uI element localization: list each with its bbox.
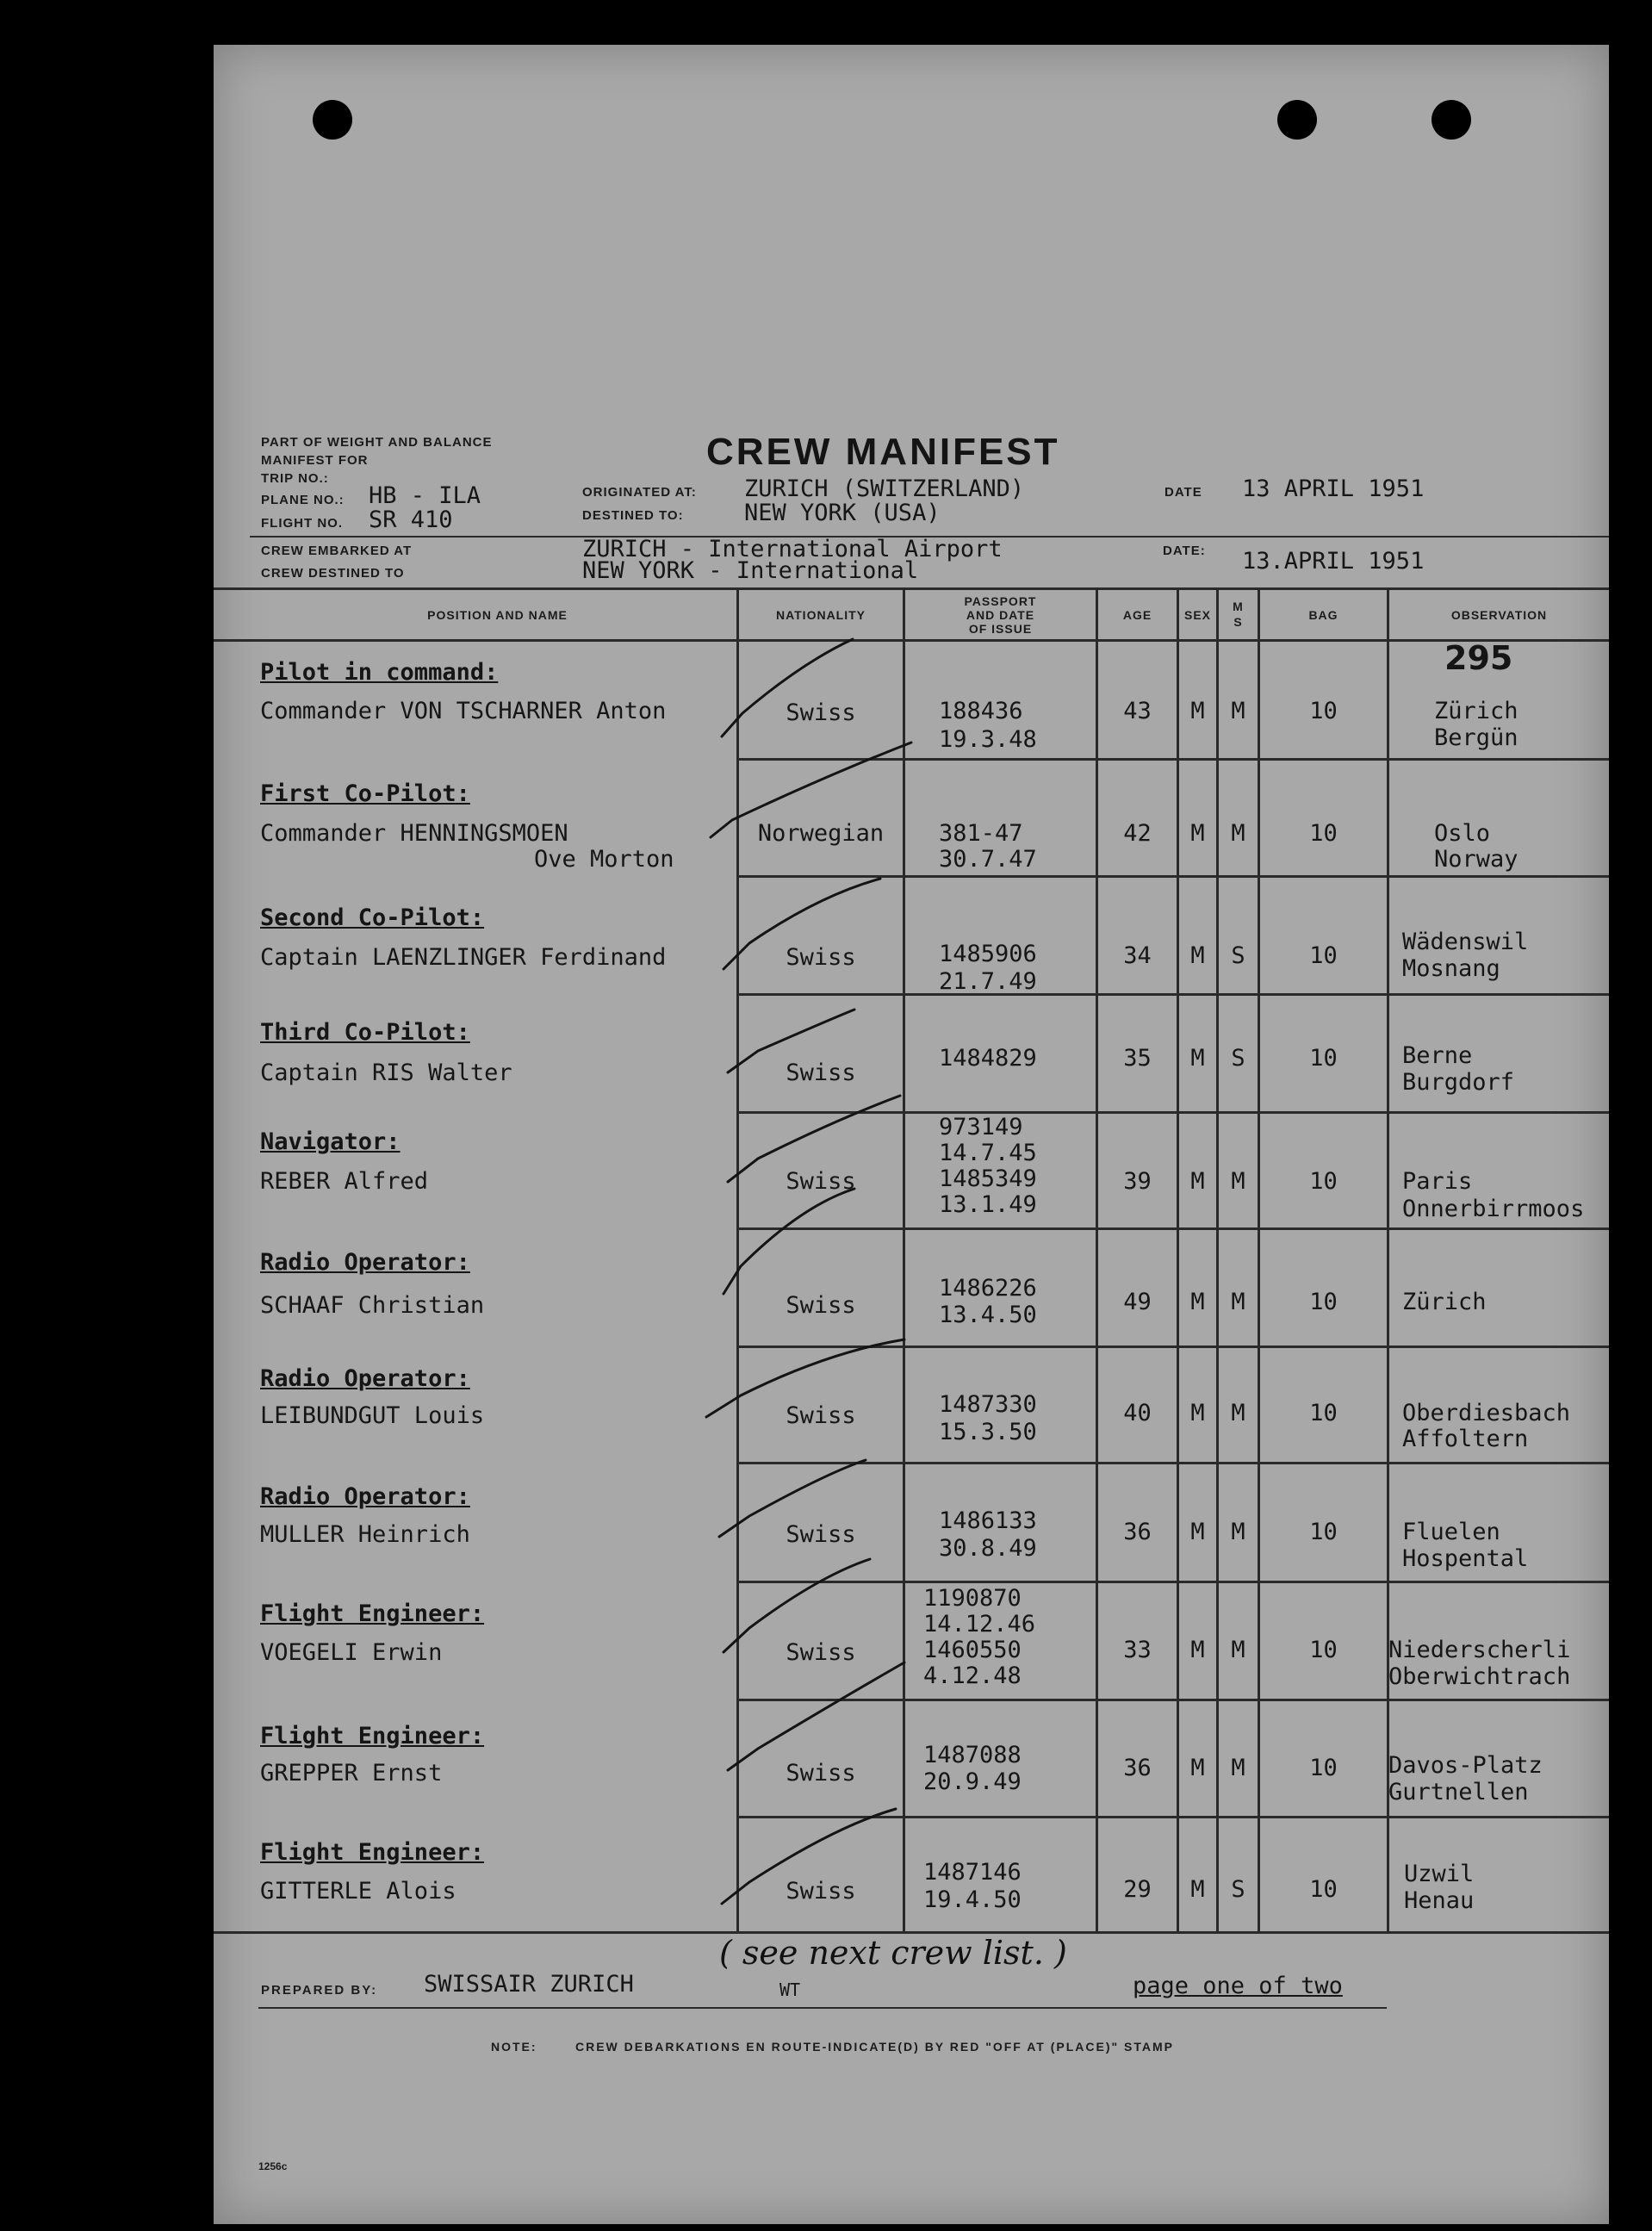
crew-nationality: Norwegian [757,820,885,847]
crew-passport: 1485349 [939,1165,1037,1192]
crew-nationality: Swiss [786,944,856,971]
crew-passport: 381-47 [939,820,1023,847]
crew-name: LEIBUNDGUT Louis [260,1402,485,1429]
crew-age: 43 [1123,698,1152,724]
crew-marital: S [1231,1045,1245,1072]
crew-passport-date: 30.8.49 [939,1535,1037,1562]
page-of: page one of two [1133,1973,1343,1999]
initials: WT [779,1979,801,2000]
crew-name: Commander HENNINGSMOEN [260,820,568,847]
crew-sex: M [1190,1637,1205,1663]
crew-passport: 1484829 [939,1045,1037,1072]
crew-role: Pilot in command: [260,659,499,686]
crew-age: 33 [1123,1637,1152,1663]
crew-observation: Zürich [1402,1289,1487,1315]
crew-passport-date: 30.7.47 [939,846,1037,873]
crew-bag: 10 [1309,1637,1338,1663]
crew-passport: 1487088 [923,1742,1022,1768]
crew-age: 36 [1123,1755,1152,1781]
crew-marital: M [1231,698,1245,724]
crew-sex: M [1190,1045,1205,1072]
crew-observation: Oberwichtrach [1388,1663,1571,1690]
crew-marital: M [1231,1400,1245,1426]
crew-role: Radio Operator: [260,1365,470,1392]
destined-label: DESTINED TO: [582,508,684,523]
flight-no: SR 410 [369,506,453,533]
crew-age: 40 [1123,1400,1152,1426]
destined-value: NEW YORK (USA) [744,500,941,526]
crew-role: First Co-Pilot: [260,780,470,807]
crew-name-2: Ove Morton [534,846,674,873]
crew-age: 34 [1123,942,1152,969]
crew-bag: 10 [1309,1876,1338,1903]
col-header-bag: BAG [1308,608,1338,622]
date2-value: 13.APRIL 1951 [1242,548,1425,575]
crew-nationality: Swiss [786,699,856,726]
part-of-label: PART OF WEIGHT AND BALANCE [261,435,493,450]
prepared-by-label: PREPARED BY: [261,1983,378,1998]
crew-age: 49 [1123,1289,1152,1315]
crew-name: VOEGELI Erwin [260,1639,443,1666]
crew-passport: 1487330 [939,1391,1037,1418]
crew-sex: M [1190,1876,1205,1903]
crew-marital: M [1231,1637,1245,1663]
crew-role: Radio Operator: [260,1249,470,1276]
crew-name: Captain LAENZLINGER Ferdinand [260,944,667,971]
crew-sex: M [1190,1755,1205,1781]
crew-observation: Henau [1404,1887,1475,1914]
crew-role: Flight Engineer: [260,1600,485,1627]
crew-sex: M [1190,942,1205,969]
crew-passport: 973149 [939,1114,1023,1140]
crew-observation: Niederscherli [1388,1637,1571,1663]
crew-bag: 10 [1309,942,1338,969]
crew-passport-date: 14.7.45 [939,1140,1037,1166]
originated-value: ZURICH (SWITZERLAND) [744,475,1025,502]
crew-passport-date: 15.3.50 [939,1419,1037,1445]
crew-nationality: Swiss [786,1760,856,1787]
crew-nationality: Swiss [786,1521,856,1548]
crew-observation: Burgdorf [1402,1069,1515,1096]
crew-passport-date: 19.4.50 [923,1886,1022,1913]
date-label: DATE [1164,485,1202,500]
crew-nationality: Swiss [786,1878,856,1905]
crew-role: Flight Engineer: [260,1723,485,1749]
crew-bag: 10 [1309,698,1338,724]
crew-sex: M [1190,820,1205,847]
crew-name: REBER Alfred [260,1168,429,1195]
crew-name: MULLER Heinrich [260,1521,470,1548]
crew-sex: M [1190,1400,1205,1426]
crew-nationality: Swiss [786,1168,856,1195]
crew-marital: M [1231,1519,1245,1545]
crew-observation: Gurtnellen [1388,1779,1529,1805]
crew-passport: 1486226 [939,1275,1037,1302]
page-title: CREW MANIFEST [706,431,1060,473]
crew-passport-date: 21.7.49 [939,968,1037,995]
crew-observation: Oslo [1434,820,1491,847]
crew-passport: 1486133 [939,1507,1037,1534]
note-text: CREW DEBARKATIONS EN ROUTE-INDICATE(D) BY RED "OFF AT (PLACE)" STAMP [575,2040,1174,2054]
col-header-passport-2: AND DATE [966,608,1035,622]
crew-role: Radio Operator: [260,1483,470,1510]
crew-bag: 10 [1309,1045,1338,1072]
crew-name: GITTERLE Alois [260,1878,456,1905]
crew-marital: S [1231,1876,1245,1903]
crew-embarked-value: ZURICH - International Airport [582,536,1003,562]
crew-bag: 10 [1309,820,1338,847]
crew-observation: Wädenswil [1402,929,1529,955]
crew-age: 39 [1123,1168,1152,1195]
crew-observation: Davos-Platz [1388,1752,1543,1779]
crew-sex: M [1190,1289,1205,1315]
crew-role: Second Co-Pilot: [260,904,485,931]
crew-nationality: Swiss [786,1060,856,1086]
crew-nationality: Swiss [786,1639,856,1666]
crew-marital: S [1231,942,1245,969]
plane-no: HB - ILA [369,482,481,509]
prepared-by-rule [258,2007,1387,2009]
originated-label: ORIGINATED AT: [582,485,697,500]
crew-embarked-label: CREW EMBARKED AT [261,544,413,558]
crew-observation: Berne [1402,1042,1473,1069]
crew-marital: M [1231,1289,1245,1315]
crew-passport-date: 19.3.48 [939,726,1037,753]
crew-passport-date: 14.12.46 [923,1611,1036,1638]
crew-passport: 188436 [939,698,1023,724]
col-header-ms-1: M [1233,600,1244,613]
crew-name: GREPPER Ernst [260,1760,443,1787]
crew-age: 29 [1123,1876,1152,1903]
col-header-ms-2: S [1233,615,1243,629]
crew-role: Third Co-Pilot: [260,1019,470,1046]
crew-age: 36 [1123,1519,1152,1545]
crew-observation: Bergün [1434,724,1518,751]
crew-role: Flight Engineer: [260,1839,485,1866]
crew-passport: 1487146 [923,1859,1022,1886]
col-header-position: POSITION AND NAME [427,608,568,622]
crew-destined-value: NEW YORK - International [582,557,919,584]
crew-observation: Paris [1402,1168,1473,1195]
crew-bag: 10 [1309,1289,1338,1315]
crew-nationality: Swiss [786,1402,856,1429]
crew-passport-date: 13.4.50 [939,1302,1037,1328]
crew-observation: Uzwil [1404,1861,1475,1887]
date-value: 13 APRIL 1951 [1242,475,1425,502]
crew-passport-date: 4.12.48 [923,1662,1022,1689]
crew-name: Commander VON TSCHARNER Anton [260,698,667,724]
crew-age: 42 [1123,820,1152,847]
crew-observation: Zürich [1434,698,1518,724]
crew-observation: Mosnang [1402,955,1500,982]
crew-bag: 10 [1309,1519,1338,1545]
crew-destined-label: CREW DESTINED TO [261,566,405,581]
crew-passport-date: 13.1.49 [939,1191,1037,1218]
date2-label: DATE: [1163,544,1206,558]
crew-passport: 1485906 [939,941,1037,967]
crew-observation: Fluelen [1402,1519,1500,1545]
crew-bag: 10 [1309,1755,1338,1781]
crew-marital: M [1231,820,1245,847]
crew-observation: Affoltern [1402,1426,1529,1452]
crew-passport-date: 20.9.49 [923,1768,1022,1795]
note-label: NOTE: [491,2040,537,2054]
crew-observation: Oberdiesbach [1402,1400,1571,1426]
crew-sex: M [1190,1519,1205,1545]
flight-no-label: FLIGHT NO. [261,516,343,531]
crew-role: Navigator: [260,1128,401,1155]
page-number-stamp: 295 [1444,639,1513,677]
prepared-by-value: SWISSAIR ZURICH [424,1971,634,1998]
col-header-observation: OBSERVATION [1450,608,1548,622]
crew-observation: Norway [1434,846,1518,873]
crew-sex: M [1190,698,1205,724]
col-header-nationality: NATIONALITY [775,608,866,622]
crew-bag: 10 [1309,1168,1338,1195]
col-header-age: AGE [1122,608,1152,622]
col-header-passport-3: OF ISSUE [968,622,1033,636]
trip-no-label: TRIP NO.: [261,471,329,486]
crew-passport: 1190870 [923,1585,1022,1612]
crew-name: Captain RIS Walter [260,1060,512,1086]
plane-no-label: PLANE NO.: [261,493,345,507]
crew-marital: M [1231,1168,1245,1195]
manifest-for-label: MANIFEST FOR [261,453,369,468]
handwritten-note: ( see next crew list. ) [719,1934,1067,1972]
crew-observation: Onnerbirrmoos [1402,1196,1585,1222]
crew-age: 35 [1123,1045,1152,1072]
crew-nationality: Swiss [786,1292,856,1319]
crew-marital: M [1231,1755,1245,1781]
col-header-sex: SEX [1183,608,1211,622]
form-code: 1256c [258,2160,288,2172]
crew-bag: 10 [1309,1400,1338,1426]
crew-observation: Hospental [1402,1545,1529,1572]
crew-sex: M [1190,1168,1205,1195]
col-header-passport-1: PASSPORT [964,594,1037,608]
crew-passport: 1460550 [923,1637,1022,1663]
crew-name: SCHAAF Christian [260,1292,485,1319]
